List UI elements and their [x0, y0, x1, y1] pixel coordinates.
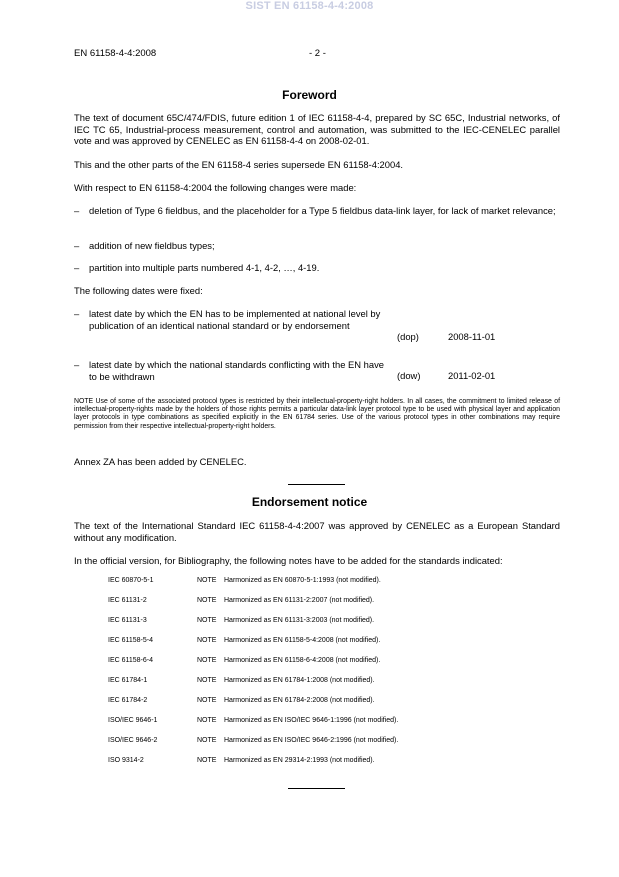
standard-id: ISO/IEC 9646-1: [108, 717, 158, 724]
dash-bullet: –: [74, 205, 80, 216]
harmonized-note: Harmonized as EN 61784-2:2008 (not modified).: [224, 697, 375, 704]
change-text: addition of new fieldbus types;: [89, 240, 215, 251]
note-label: NOTE: [197, 617, 217, 624]
note-label: NOTE: [197, 677, 217, 684]
foreword-paragraph-4: The following dates were fixed:: [74, 285, 203, 296]
foreword-paragraph-3: With respect to EN 61158-4:2004 the following changes were made:: [74, 182, 357, 193]
foreword-paragraph-1: The text of document 65C/474/FDIS, future edition 1 of IEC 61158-4-4, prepared by SC 65C, Industrial networks, of IEC TC 65, Industrial-process measurement, control and automation, was submitted to the IEC-CENELEC parallel vote and was approved by CENELEC as EN 61158-4-4 on 2008-02-01.: [74, 112, 560, 147]
date-item-text: latest date by which the national standards conflicting with the EN have to be withdrawn: [89, 359, 384, 382]
document-id: EN 61158-4-4:2008: [74, 48, 157, 59]
standard-id: IEC 61784-1: [108, 677, 148, 684]
standard-id: IEC 61158-5-4: [108, 637, 154, 644]
note-label: NOTE: [197, 717, 217, 724]
standard-id: ISO 9314-2: [108, 757, 144, 764]
note-label: NOTE: [197, 697, 217, 704]
date-item-text: latest date by which the EN has to be implemented at national level by publication of an identical national standard or by endorsement: [89, 308, 381, 331]
note-label: NOTE: [197, 577, 217, 584]
standard-id: ISO/IEC 9646-2: [108, 737, 158, 744]
foreword-note: NOTE Use of some of the associated protocol types is restricted by their intellectual-property-right holders. In all cases, the commitment to limited release of intellectual-property-rights made by the holders of those rights permits a particular data-link layer protocol type to be used with physical layer and application layer protocols in type combinations as specified explicitly in the EN 61784 series. Use of the various protocol types in other combinations may require permission from their respective intellectual-property-right holders.: [74, 398, 560, 430]
dash-bullet: –: [74, 359, 80, 370]
standard-id: IEC 61131-3: [108, 617, 147, 624]
harmonized-note: Harmonized as EN ISO/IEC 9646-1:1996 (not modified).: [224, 717, 399, 724]
annex-statement: Annex ZA has been added by CENELEC.: [74, 456, 247, 467]
endorsement-paragraph-2: In the official version, for Bibliography, the following notes have to be added for the standards indicated:: [74, 555, 503, 566]
dash-bullet: –: [74, 308, 80, 319]
harmonized-note: Harmonized as EN 61131-3:2003 (not modified).: [224, 617, 375, 624]
harmonized-note: Harmonized as EN 60870-5-1:1993 (not modified).: [224, 577, 381, 584]
dash-bullet: –: [74, 240, 80, 251]
standard-id: IEC 60870-5-1: [108, 577, 154, 584]
note-label: NOTE: [197, 757, 217, 764]
change-item: [74, 262, 560, 274]
change-text: partition into multiple parts numbered 4-1, 4-2, …, 4-19.: [89, 262, 320, 273]
harmonized-note: Harmonized as EN 61131-2:2007 (not modified).: [224, 597, 375, 604]
change-item: [74, 205, 560, 217]
harmonized-note: Harmonized as EN 61784-1:2008 (not modified).: [224, 677, 375, 684]
note-label: NOTE: [197, 657, 217, 664]
note-label: NOTE: [197, 597, 217, 604]
endorsement-paragraph-1: The text of the International Standard IEC 61158-4-4:2007 was approved by CENELEC as a European Standard without any modification.: [74, 520, 560, 543]
harmonized-note: Harmonized as EN 29314-2:1993 (not modified).: [224, 757, 375, 764]
endorsement-title: Endorsement notice: [251, 495, 368, 509]
standard-id: IEC 61784-2: [108, 697, 148, 704]
change-text: deletion of Type 6 fieldbus, and the placeholder for a Type 5 fieldbus data-link layer, for lack of market relevance;: [89, 205, 556, 216]
standard-id: IEC 61158-6-4: [108, 657, 154, 664]
dash-bullet: –: [74, 262, 80, 273]
standard-id: IEC 61131-2: [108, 597, 147, 604]
note-label: NOTE: [197, 637, 217, 644]
section-divider: [288, 484, 345, 485]
harmonized-note: Harmonized as EN ISO/IEC 9646-2:1996 (not modified).: [224, 737, 399, 744]
foreword-title: Foreword: [282, 88, 337, 102]
foreword-paragraph-2: This and the other parts of the EN 61158-4 series supersede EN 61158-4:2004.: [74, 159, 404, 170]
harmonized-note: Harmonized as EN 61158-6-4:2008 (not modified).: [224, 657, 381, 664]
date-value: 2008-11-01: [448, 331, 496, 342]
change-item: [74, 240, 560, 252]
date-abbr: (dop): [397, 331, 419, 342]
date-value: 2011-02-01: [448, 370, 496, 381]
watermark: SIST EN 61158-4-4:2008: [245, 0, 374, 12]
harmonized-note: Harmonized as EN 61158-5-4:2008 (not modified).: [224, 637, 381, 644]
date-abbr: (dow): [397, 370, 421, 381]
page-number: - 2 -: [309, 48, 326, 59]
note-label: NOTE: [197, 737, 217, 744]
section-divider: [288, 788, 345, 789]
